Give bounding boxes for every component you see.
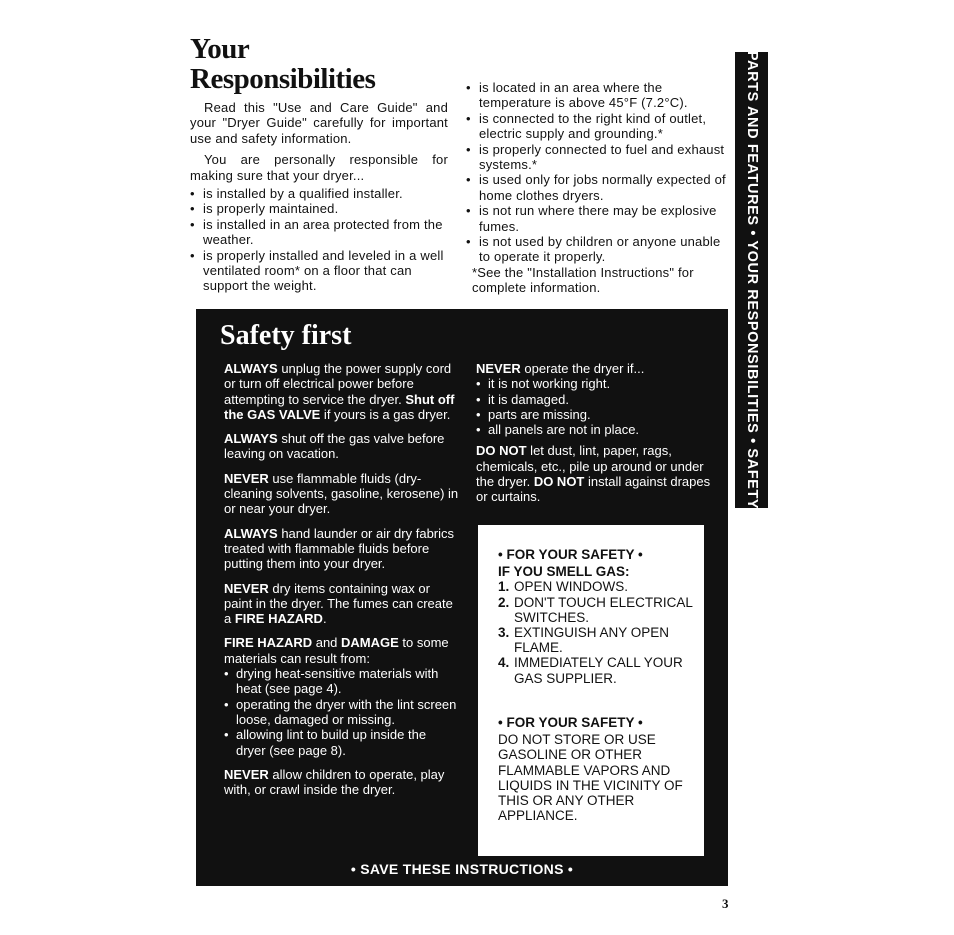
safety-left-column bbox=[224, 361, 459, 806]
page-number: 3 bbox=[722, 896, 729, 911]
list-item: • is connected to the right kind of outlet, electric supply and grounding.* bbox=[466, 111, 728, 142]
warning-text: use flammable fluids (dry-cleaning solvents, gasoline, kerosene) in or near your dryer. bbox=[224, 470, 459, 517]
warning-keyword: FIRE HAZARD bbox=[224, 635, 313, 651]
list-item bbox=[498, 579, 698, 594]
safety-warning bbox=[476, 443, 711, 504]
never-operate-list bbox=[476, 376, 711, 437]
page-title bbox=[190, 34, 460, 94]
side-tab-label: PARTS AND FEATURES • YOUR RESPONSIBILITIES • SAFETY bbox=[743, 50, 760, 510]
warning-text: allow children to operate, play with, or crawl inside the dryer. bbox=[224, 766, 445, 798]
list-item: • is installed by a qualified installer. bbox=[190, 186, 448, 201]
responsibilities-right-column bbox=[466, 80, 728, 296]
warning-keyword: ALWAYS bbox=[224, 525, 278, 541]
list-item: • allowing lint to build up inside the dryer (see page 8). bbox=[224, 727, 459, 758]
safety-warning bbox=[476, 361, 711, 376]
warning-keyword: DO NOT bbox=[476, 443, 527, 459]
warning-keyword: DAMAGE bbox=[341, 635, 399, 651]
safety-warning bbox=[224, 581, 459, 627]
list-item: • is not run where there may be explosive fumes. bbox=[466, 203, 728, 234]
step-number: 1. bbox=[498, 579, 510, 595]
step-text: EXTINGUISH ANY OPEN FLAME. bbox=[514, 625, 670, 656]
safety-warning bbox=[224, 767, 459, 798]
fire-hazard-list bbox=[224, 666, 459, 758]
safety-warning bbox=[224, 635, 459, 666]
save-instructions-banner: • SAVE THESE INSTRUCTIONS • bbox=[350, 861, 574, 877]
page-title-line-1: Your bbox=[190, 33, 250, 65]
fire-hazard-block bbox=[224, 635, 459, 757]
step-text: IMMEDIATELY CALL YOUR GAS SUPPLIER. bbox=[514, 655, 683, 686]
never-operate-block bbox=[476, 361, 711, 437]
storage-warning-text: DO NOT STORE OR USE GASOLINE OR OTHER FLAMMABLE VAPORS AND LIQUIDS IN THE VICINITY OF THIS OR ANY OTHER APPLIANCE. bbox=[498, 732, 683, 824]
if-you-smell-gas-heading: IF YOU SMELL GAS: bbox=[498, 564, 630, 580]
safety-warning bbox=[224, 471, 459, 517]
warning-keyword: NEVER bbox=[224, 580, 269, 596]
list-item: • is used only for jobs normally expected of home clothes dryers. bbox=[466, 172, 728, 203]
warning-keyword: ALWAYS bbox=[224, 431, 278, 447]
warning-keyword: DO NOT bbox=[533, 474, 585, 490]
warning-keyword: ALWAYS bbox=[224, 361, 278, 376]
for-your-safety-heading: • FOR YOUR SAFETY • bbox=[498, 715, 643, 730]
responsibilities-left-column bbox=[190, 100, 448, 294]
safety-warning bbox=[224, 431, 459, 462]
section-side-tab bbox=[735, 52, 768, 508]
list-item bbox=[498, 625, 698, 655]
intro-paragraph-1: Read this "Use and Care Guide" and your "Dryer Guide" carefully for important use and safety information. bbox=[190, 100, 448, 146]
list-item: • is located in an area where the temperature is above 45°F (7.2°C). bbox=[466, 80, 728, 111]
installation-footnote: *See the "Installation Instructions" for complete information. bbox=[472, 264, 694, 296]
safety-warning bbox=[224, 361, 459, 422]
safety-first-panel bbox=[196, 309, 728, 886]
list-item: • is installed in an area protected from the weather. bbox=[190, 217, 448, 248]
safety-right-column bbox=[476, 361, 711, 505]
step-number: 4. bbox=[498, 655, 510, 671]
gas-safety-box bbox=[478, 525, 704, 856]
safety-title: Safety first bbox=[220, 320, 352, 351]
warning-text: install against drapes or curtains. bbox=[476, 474, 711, 505]
list-item bbox=[498, 595, 698, 625]
warning-text: operate the dryer if... bbox=[520, 361, 645, 376]
warning-keyword: NEVER bbox=[224, 470, 269, 486]
warning-text: if yours is a gas dryer. bbox=[320, 406, 451, 422]
list-item: • is properly installed and leveled in a well ventilated room* on a floor that can support the weight. bbox=[190, 248, 448, 294]
warning-text: let dust, lint, paper, rags, chemicals, etc., pile up around or under the dryer. bbox=[476, 443, 704, 490]
list-item: • parts are missing. bbox=[476, 407, 711, 422]
warning-text: hand launder or air dry fabrics treated with flammable fluids before putting them into your dryer. bbox=[224, 525, 455, 572]
gas-steps-list bbox=[498, 579, 698, 685]
warning-text: to some materials can result from: bbox=[224, 635, 449, 666]
warning-keyword: Shut off the GAS VALVE bbox=[224, 391, 455, 422]
safety-warning bbox=[224, 526, 459, 572]
warning-text: shut off the gas valve before leaving on vacation. bbox=[224, 431, 445, 462]
intro-paragraph-2: You are personally responsible for making sure that your dryer... bbox=[190, 152, 448, 183]
list-item: • it is not working right. bbox=[476, 376, 711, 391]
step-number: 3. bbox=[498, 625, 510, 641]
warning-keyword: FIRE HAZARD bbox=[234, 611, 323, 627]
step-text: OPEN WINDOWS. bbox=[514, 579, 628, 595]
list-item: • operating the dryer with the lint screen loose, damaged or missing. bbox=[224, 697, 459, 728]
page-title-line-2: Responsibilities bbox=[190, 63, 376, 95]
list-item: • all panels are not in place. bbox=[476, 422, 711, 437]
step-text: DON'T TOUCH ELECTRICAL SWITCHES. bbox=[514, 594, 693, 625]
list-item: • it is damaged. bbox=[476, 392, 711, 407]
list-item: • is properly connected to fuel and exhaust systems.* bbox=[466, 142, 728, 173]
list-item: • is not used by children or anyone unable to operate it properly. bbox=[466, 234, 728, 265]
list-item bbox=[498, 655, 698, 685]
warning-text: unplug the power supply cord or turn off electrical power before attempting to service the dryer. bbox=[224, 361, 452, 407]
storage-warning-section bbox=[498, 715, 698, 823]
gas-smell-section bbox=[498, 547, 698, 686]
responsibility-list-right bbox=[466, 80, 728, 265]
warning-keyword: NEVER bbox=[224, 766, 269, 782]
warning-text: and bbox=[312, 635, 342, 651]
list-item: • drying heat-sensitive materials with heat (see page 4). bbox=[224, 666, 459, 697]
step-number: 2. bbox=[498, 594, 510, 610]
warning-text: dry items containing wax or paint in the dryer. The fumes can create a bbox=[224, 580, 453, 627]
responsibility-list-left bbox=[190, 186, 448, 294]
warning-keyword: NEVER bbox=[476, 361, 521, 376]
warning-text: . bbox=[322, 611, 327, 627]
list-item: • is properly maintained. bbox=[190, 201, 448, 216]
for-your-safety-heading: • FOR YOUR SAFETY • bbox=[498, 547, 643, 562]
